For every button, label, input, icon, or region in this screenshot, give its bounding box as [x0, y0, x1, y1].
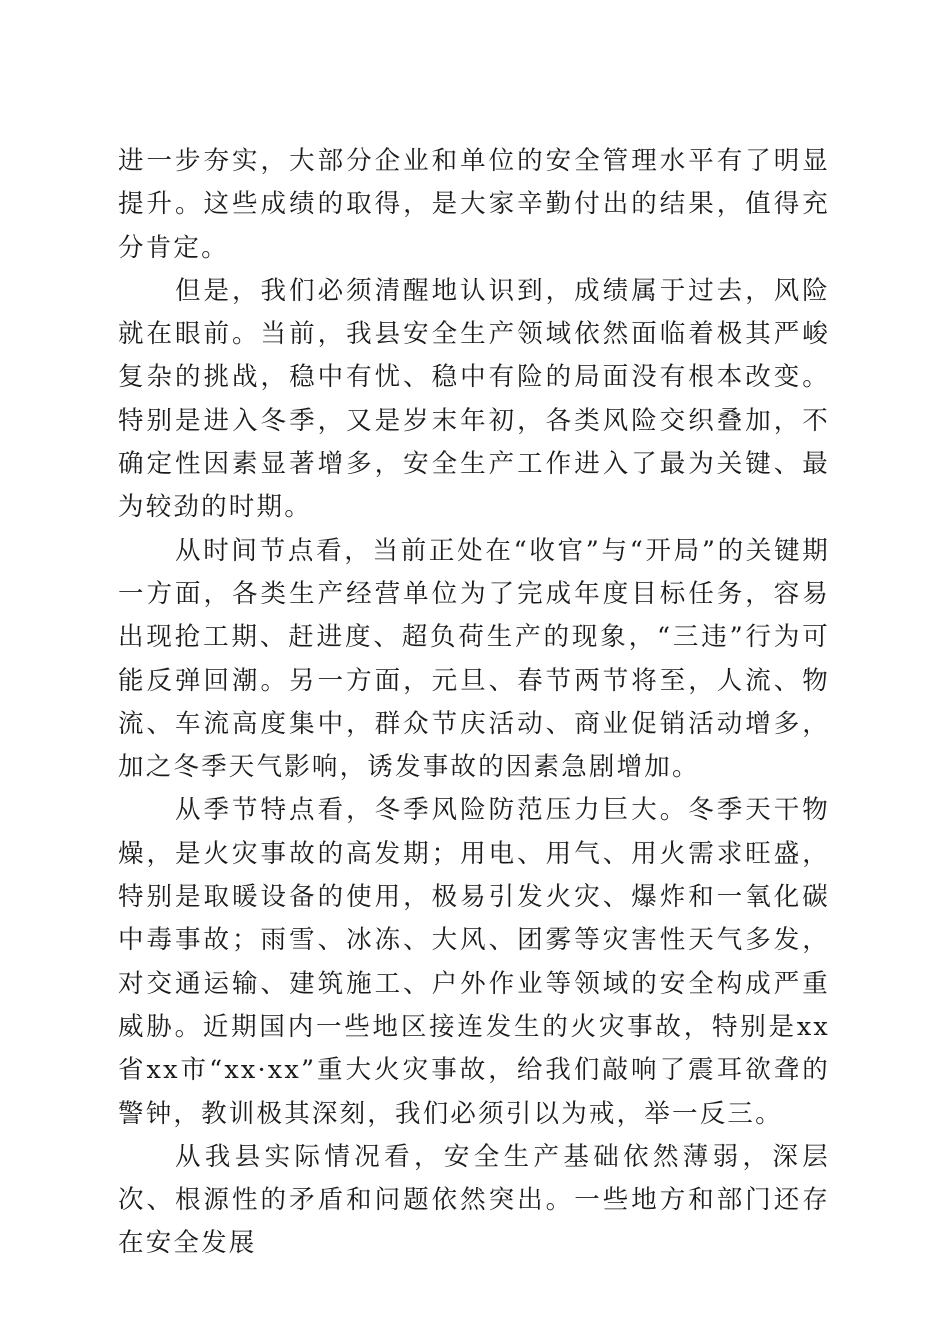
paragraph-1: 进一步夯实，大部分企业和单位的安全管理水平有了明显提升。这些成绩的取得，是大家辛勤付出的结果，值得充分肯定。: [118, 146, 830, 263]
paragraph-4: 从季节特点看，冬季风险防范压力巨大。冬季天干物燥，是火灾事故的高发期；用电、用气、用火需求旺盛，特别是取暖设备的使用，极易引发火灾、爆炸和一氧化碳中毒事故；雨雪、冰冻、大风、团雾等灾害性天气多发，对交通运输、建筑施工、户外作业等领域的安全构成严重威胁。近期国内一些地区接连发生的火灾事故，特别是xx省xx市“xx·xx”重大火灾事故，给我们敲响了震耳欲聋的警钟，教训极其深刻，我们必须引以为戒，举一反三。: [118, 795, 830, 1129]
paragraph-5: 从我县实际情况看，安全生产基础依然薄弱，深层次、根源性的矛盾和问题依然突出。一些地方和部门还存在安全发展: [118, 1141, 830, 1259]
paragraph-3: 从时间节点看，当前正处在“收官”与“开局”的关键期一方面，各类生产经营单位为了完成年度目标任务，容易出现抢工期、赶进度、超负荷生产的现象，“三违”行为可能反弹回潮。另一方面，元旦、春节两节将至，人流、物流、车流高度集中，群众节庆活动、商业促销活动增多，加之冬季天气影响，诱发事故的因素急剧增加。: [118, 535, 830, 783]
paragraph-2: 但是，我们必须清醒地认识到，成绩属于过去，风险就在眼前。当前，我县安全生产领域依然面临着极其严峻复杂的挑战，稳中有忧、稳中有险的局面没有根本改变。特别是进入冬季，又是岁末年初，各类风险交织叠加，不确定性因素显著增多，安全生产工作进入了最为关键、最为较劲的时期。: [118, 275, 830, 523]
body-text: [118, 140, 830, 1266]
